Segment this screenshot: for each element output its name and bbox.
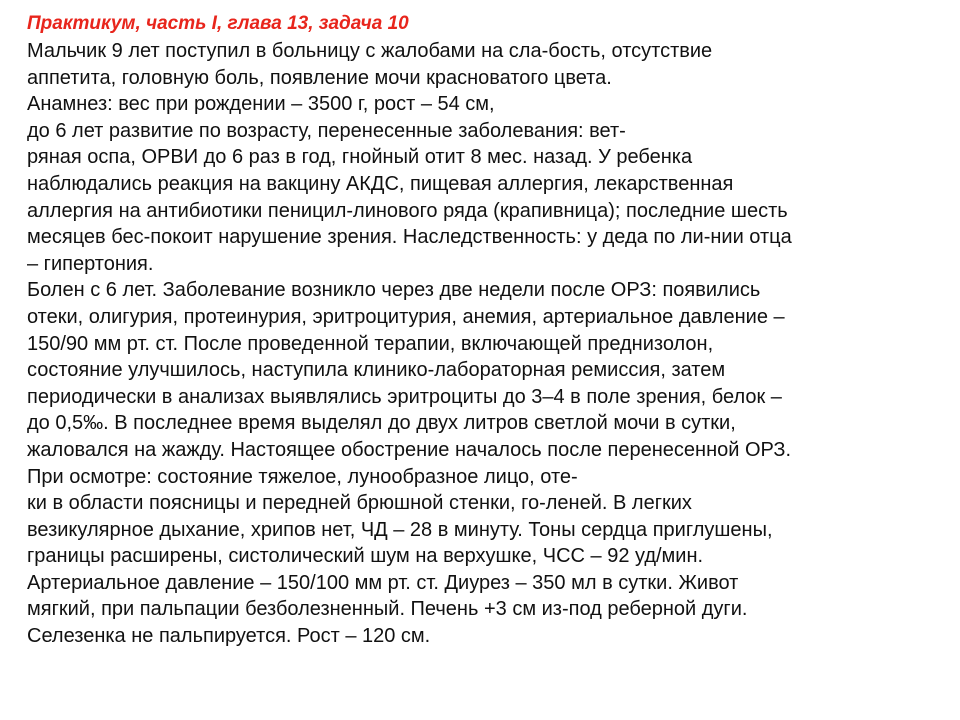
text-line: месяцев бес-покоит нарушение зрения. Наследственность: у деда по ли-нии отца <box>27 226 792 249</box>
slide-title: Практикум, часть I, глава 13, задача 10 <box>27 13 409 34</box>
text-line: Селезенка не пальпируется. Рост – 120 см. <box>27 625 431 648</box>
text-line: мягкий, при пальпации безболезненный. Печень +3 см из-под реберной дуги. <box>27 598 748 621</box>
text-line: везикулярное дыхание, хрипов нет, ЧД – 28 в минуту. Тоны сердца приглушены, <box>27 518 773 541</box>
text-line: Анамнез: вес при рождении – 3500 г, рост – 54 см, <box>27 93 495 116</box>
text-line: ряная оспа, ОРВИ до 6 раз в год, гнойный отит 8 мес. назад. У ребенка <box>27 146 693 169</box>
text-line: Болен с 6 лет. Заболевание возникло через две недели после ОРЗ: появились <box>27 279 761 302</box>
text-line: – гипертония. <box>27 252 154 275</box>
text-line: до 6 лет развитие по возрасту, перенесенные заболевания: вет- <box>27 119 626 142</box>
text-line: границы расширены, систолический шум на верхушке, ЧСС – 92 уд/мин. <box>27 545 704 568</box>
text-line: Мальчик 9 лет поступил в больницу с жалобами на сла-бость, отсутствие <box>27 40 713 62</box>
text-line: аллергия на антибиотики пеницил-линового ряда (крапивница); последние шесть <box>27 199 788 222</box>
text-line: периодически в анализах выявлялись эритроциты до 3–4 в поле зрения, белок – <box>27 385 782 408</box>
text-line: состояние улучшилось, наступила клинико-лабораторная ремиссия, затем <box>27 359 726 382</box>
text-line: жаловался на жажду. Настоящее обострение началось после перенесенной ОРЗ. <box>27 438 792 461</box>
text-line: Артериальное давление – 150/100 мм рт. ст. Диурез – 350 мл в сутки. Живот <box>27 571 739 594</box>
case-text <box>27 38 952 650</box>
text-line: наблюдались реакция на вакцину АКДС, пищевая аллергия, лекарственная <box>27 172 734 195</box>
text-line: При осмотре: состояние тяжелое, лунообразное лицо, оте- <box>27 465 578 488</box>
text-line: 150/90 мм рт. ст. После проведенной терапии, включающей преднизолон, <box>27 332 714 355</box>
text-line: отеки, олигурия, протеинурия, эритроцитурия, анемия, артериальное давление – <box>27 305 785 328</box>
text-line: до 0,5‰. В последнее время выделял до двух литров светлой мочи в сутки, <box>27 412 736 435</box>
text-line: ки в области поясницы и передней брюшной стенки, го-леней. В легких <box>27 492 692 515</box>
text-line: аппетита, головную боль, появление мочи красноватого цвета. <box>27 66 612 89</box>
